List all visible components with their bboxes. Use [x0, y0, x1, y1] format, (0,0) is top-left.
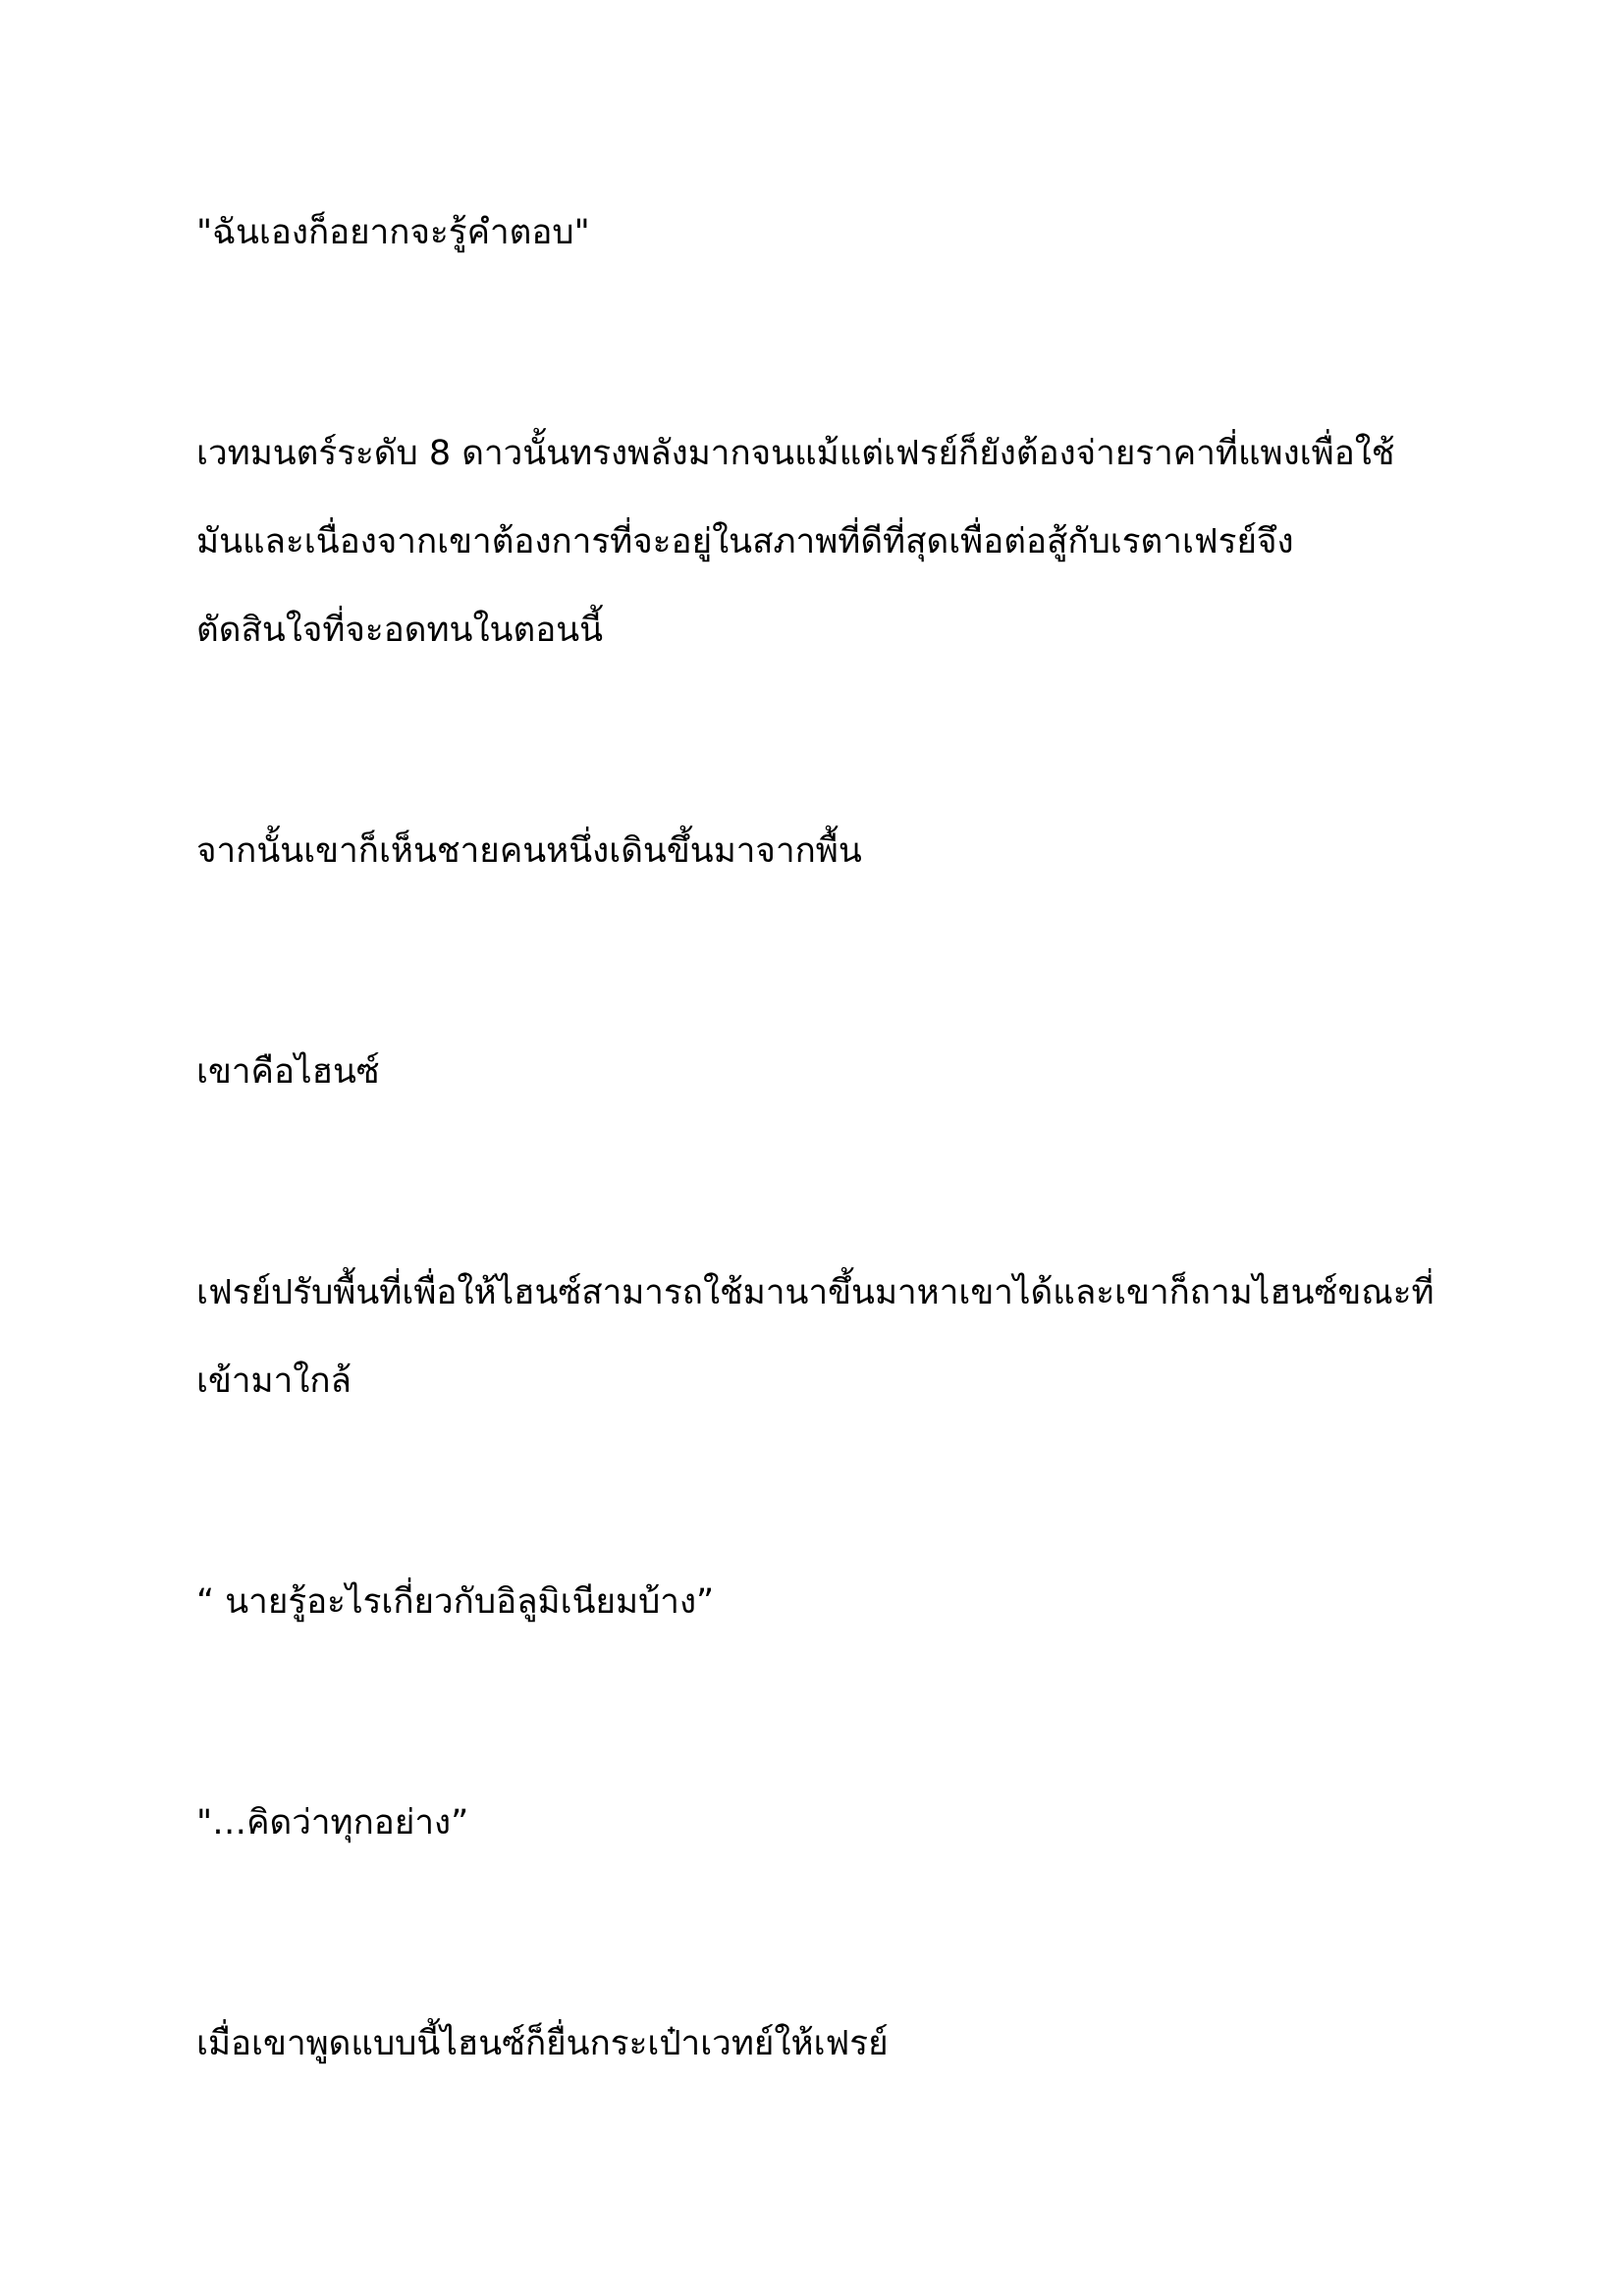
paragraph-1 — [196, 188, 1463, 277]
text-line: ตัดสินใจที่จะอดทนในตอนนี้ — [196, 611, 604, 650]
text-line: "…คิดว่าทุกอย่าง” — [196, 1803, 469, 1842]
text-line: เฟรย์ปรับพื้นที่เพื่อให้ไฮนซ์สามารถใช้มานาขึ้นมาหาเขาได้และเขาก็ถามไฮนซ์ขณะที่ — [196, 1273, 1435, 1312]
paragraph-2 — [196, 409, 1463, 674]
paragraph-7 — [196, 1779, 1463, 1867]
text-line: "ฉันเองก็อยากจะรู้คำตอบ" — [196, 213, 590, 252]
text-line: เข้ามาใกล้ — [196, 1362, 352, 1401]
text-line: จากนั้นเขาก็เห็นชายคนหนึ่งเดินขึ้นมาจากพื้น — [196, 831, 862, 871]
paragraph-8 — [196, 2000, 1463, 2088]
text-line: “ นายรู้อะไรเกี่ยวกับอิลูมิเนียมบ้าง” — [196, 1582, 715, 1622]
paragraph-5 — [196, 1249, 1463, 1425]
paragraph-3 — [196, 807, 1463, 895]
text-line: เมื่อเขาพูดแบบนี้ไฮนซ์ก็ยื่นกระเป๋าเวทย์ให้เฟรย์ — [196, 2024, 889, 2063]
paragraph-6 — [196, 1558, 1463, 1646]
text-line: มันและเนื่องจากเขาต้องการที่จะอยู่ในสภาพที่ดีที่สุดเพื่อต่อสู้กับเรตาเฟรย์จึง — [196, 522, 1294, 561]
text-line: เขาคือไฮนซ์ — [196, 1052, 380, 1092]
text-line: เวทมนตร์ระดับ 8 ดาวนั้นทรงพลังมากจนแม้แต่เฟรย์ก็ยังต้องจ่ายราคาที่แพงเพื่อใช้ — [196, 434, 1395, 473]
paragraph-4 — [196, 1028, 1463, 1116]
